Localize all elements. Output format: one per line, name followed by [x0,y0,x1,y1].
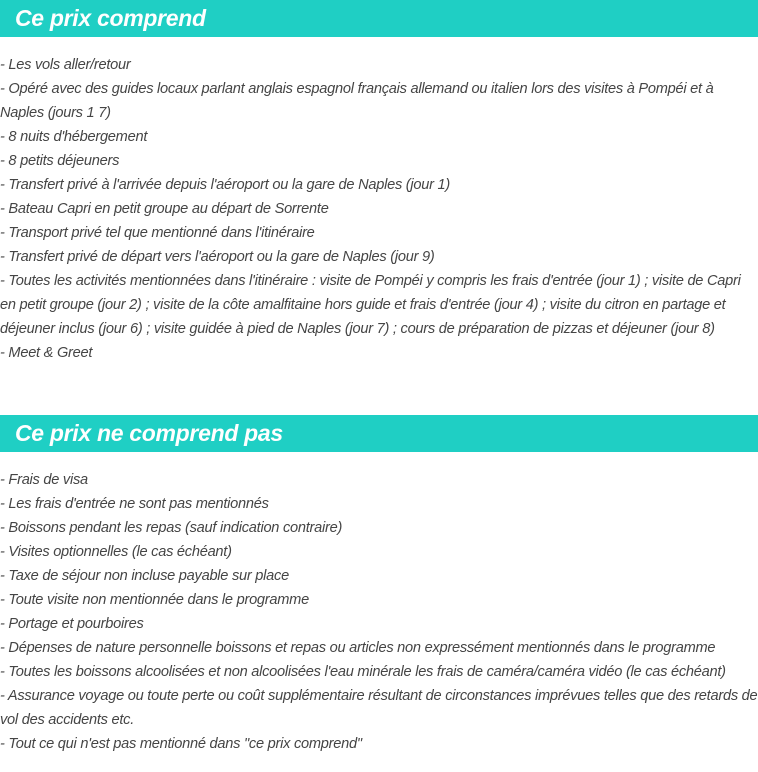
list-item: - Transport privé tel que mentionné dans l'itinéraire [0,225,315,241]
included-items-list [0,53,758,365]
list-item: - Frais de visa [0,472,88,488]
list-item: - Les frais d'entrée ne sont pas mentionnés [0,496,269,512]
list-item: - Les vols aller/retour [0,57,131,73]
excluded-section-title: Ce prix ne comprend pas [0,415,758,452]
list-item: - Opéré avec des guides locaux parlant anglais espagnol français allemand ou italien lors des visites à Pompéi et à Naples (jours 1 7) [0,81,714,121]
list-item: - Transfert privé de départ vers l'aéroport ou la gare de Naples (jour 9) [0,249,435,265]
list-item: - Bateau Capri en petit groupe au départ de Sorrente [0,201,329,217]
list-item: - Dépenses de nature personnelle boissons et repas ou articles non expressément mentionnés dans le programme [0,640,716,656]
list-item: - Meet & Greet [0,345,93,361]
list-item: - Toutes les activités mentionnées dans l'itinéraire : visite de Pompéi y compris les frais d'entrée (jour 1) ; visite de Capri en petit groupe (jour 2) ; visite de la côte amalfitaine hors guide et frais d'entrée (jour 4) ; visite du citron en partage et déjeuner inclus (jour 6) ; visite guidée à pied de Naples (jour 7) ; cours de préparation de pizzas et déjeuner (jour 8) [0,273,741,337]
list-item: - Transfert privé à l'arrivée depuis l'aéroport ou la gare de Naples (jour 1) [0,177,451,193]
list-item: - Boissons pendant les repas (sauf indication contraire) [0,520,343,536]
list-item: - 8 petits déjeuners [0,153,120,169]
list-item: - Portage et pourboires [0,616,144,632]
list-item: - Tout ce qui n'est pas mentionné dans "ce prix comprend" [0,736,362,752]
list-item: - Visites optionnelles (le cas échéant) [0,544,232,560]
list-item: - Toute visite non mentionnée dans le programme [0,592,309,608]
list-item: - Toutes les boissons alcoolisées et non alcoolisées l'eau minérale les frais de caméra/caméra vidéo (le cas échéant) [0,664,726,680]
excluded-items-list [0,468,758,756]
list-item: - Taxe de séjour non incluse payable sur place [0,568,289,584]
included-section-title: Ce prix comprend [0,0,758,37]
list-item: - Assurance voyage ou toute perte ou coût supplémentaire résultant de circonstances imprévues telles que des retards de vol des accidents etc. [0,688,758,728]
list-item: - 8 nuits d'hébergement [0,129,148,145]
